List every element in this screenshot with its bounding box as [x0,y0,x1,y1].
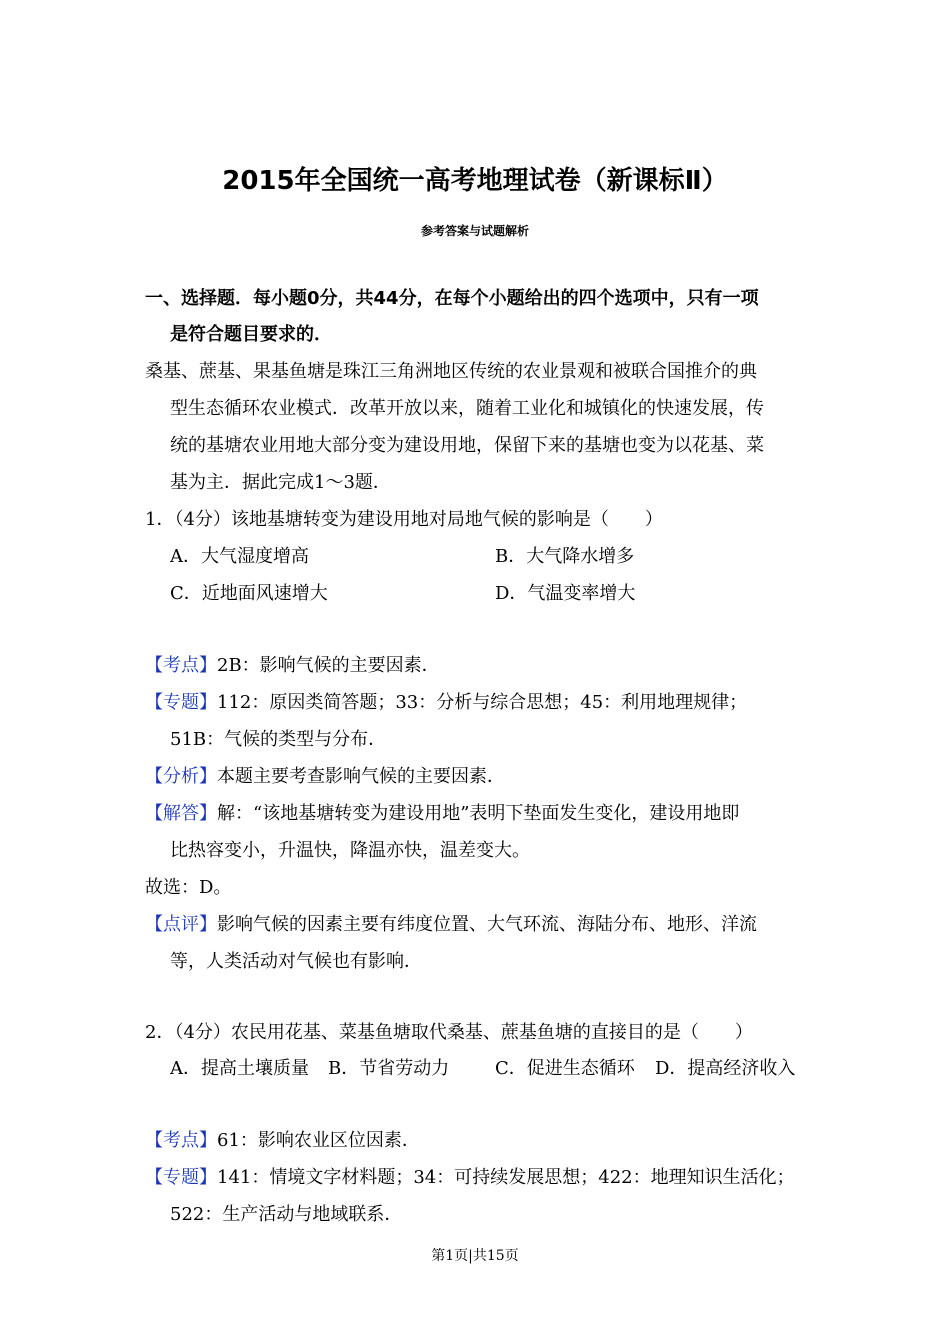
page-subtitle: 参考答案与试题解析 [420,224,529,238]
zhuanti-text: 112：原因类简答题；33：分析与综合思想；45：利用地理规律； [217,692,748,713]
jieda-tag: 【解答】 [145,803,217,824]
q2-kaodian [145,1129,420,1153]
question-1-stem: 1．（4分）该地基塘转变为建设用地对局地气候的影响是（ ） [145,509,663,530]
kaodian-text: 61：影响农业区位因素． [217,1130,420,1151]
q1-option-d: D．气温变率增大 [495,583,636,604]
q2-zhuanti [145,1166,795,1190]
q1-dianping-cont: 等，人类活动对气候也有影响． [170,951,422,972]
page-footer: 第1页|共15页 [431,1248,519,1264]
intro-line: 基为主．据此完成1～3题． [170,472,391,493]
section-heading-cont: 是符合题目要求的． [170,324,332,345]
q1-jieda-cont: 比热容变小，升温快，降温亦快，温差变大。 [170,840,530,861]
zhuanti-tag: 【专题】 [145,1167,217,1188]
q1-fenxi [145,765,505,789]
intro-line: 型生态循环农业模式．改革开放以来，随着工业化和城镇化的快速发展，传 [170,398,764,419]
dianping-text: 影响气候的因素主要有纬度位置、大气环流、海陆分布、地形、洋流 [217,914,757,935]
kaodian-tag: 【考点】 [145,655,217,676]
q1-zhuanti-cont: 51B：气候的类型与分布． [170,729,387,750]
q1-zhuanti [145,691,747,715]
q2-zhuanti-cont: 522：生产活动与地域联系． [170,1204,403,1225]
q1-kaodian [145,654,440,678]
page-title: 2015年全国统一高考地理试卷（新课标Ⅱ） [222,166,728,196]
intro-line: 桑基、蔗基、果基鱼塘是珠江三角洲地区传统的农业景观和被联合国推介的典 [145,361,757,382]
intro-line: 统的基塘农业用地大部分变为建设用地，保留下来的基塘也变为以花基、菜 [170,435,764,456]
q1-jieda [145,802,739,826]
q2-option-b: B．节省劳动力 [328,1058,450,1079]
fenxi-text: 本题主要考查影响气候的主要因素． [217,766,505,787]
q1-option-a: A．大气湿度增高 [170,546,309,567]
zhuanti-tag: 【专题】 [145,692,217,713]
q2-option-c: C．促进生态循环 [495,1058,635,1079]
q1-option-b: B．大气降水增多 [495,546,635,567]
fenxi-tag: 【分析】 [145,766,217,787]
q1-answer: 故选：D。 [145,877,232,898]
jieda-text: 解：“该地基塘转变为建设用地”表明下垫面发生变化，建设用地即 [217,803,740,824]
dianping-tag: 【点评】 [145,914,217,935]
q2-option-d: D．提高经济收入 [655,1058,796,1079]
q2-option-a: A．提高土壤质量 [170,1058,309,1079]
kaodian-tag: 【考点】 [145,1130,217,1151]
question-2-stem: 2．（4分）农民用花基、菜基鱼塘取代桑基、蔗基鱼塘的直接目的是（ ） [145,1022,753,1043]
q1-dianping [145,913,757,937]
q1-option-c: C．近地面风速增大 [170,583,328,604]
section-heading: 一、选择题．每小题0分，共44分，在每个小题给出的四个选项中，只有一项 [145,288,759,309]
kaodian-text: 2B：影响气候的主要因素． [217,655,440,676]
zhuanti-text: 141：情境文字材料题；34：可持续发展思想；422：地理知识生活化； [217,1167,795,1188]
